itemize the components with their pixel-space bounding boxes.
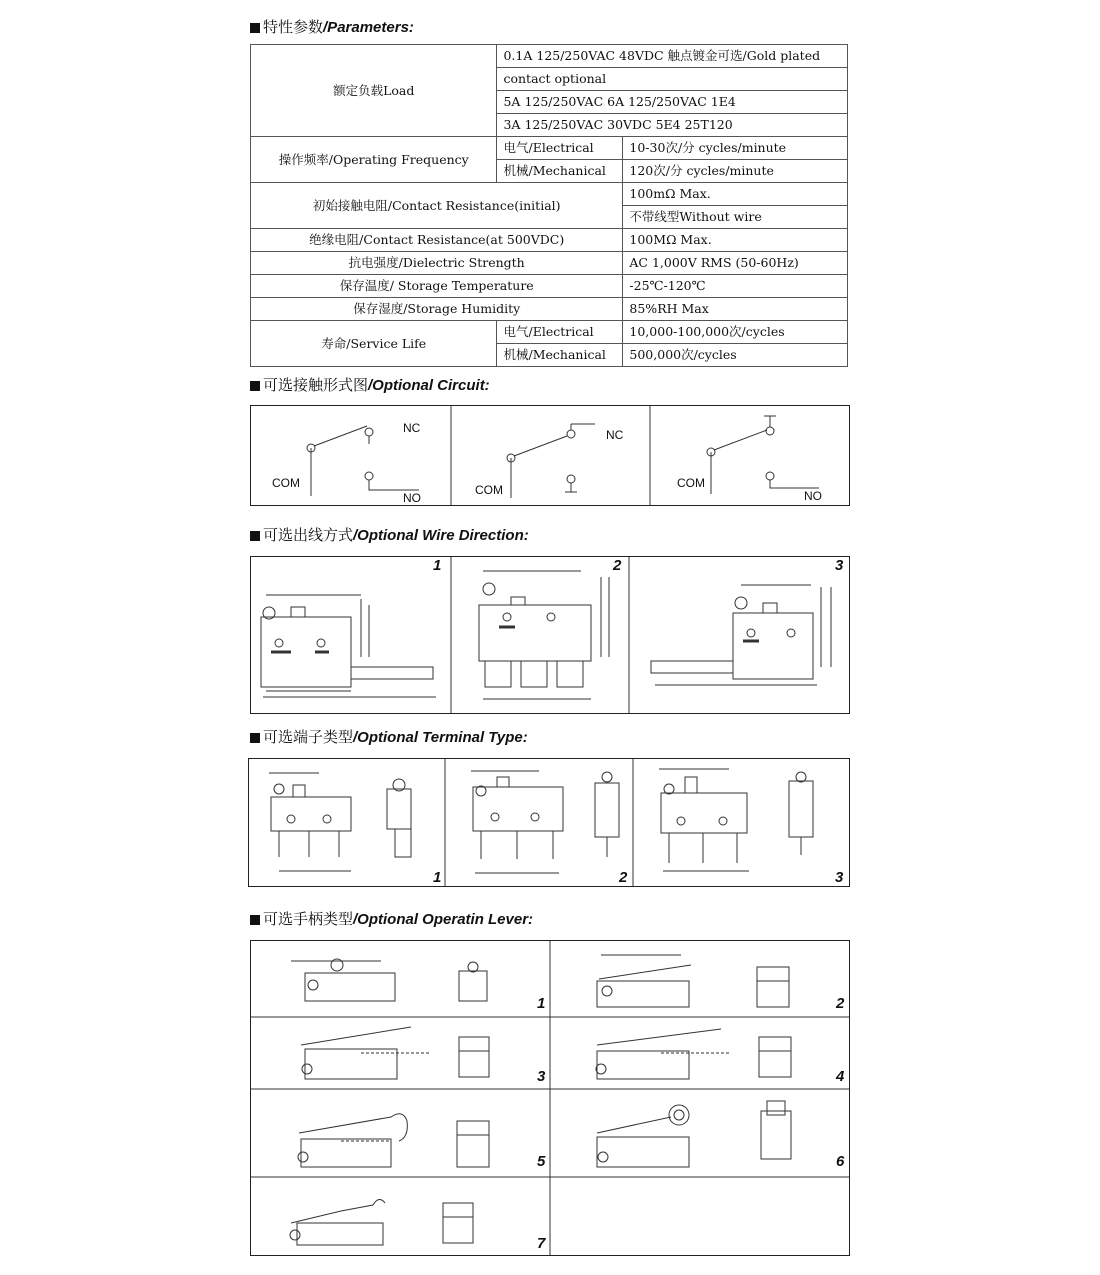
terminal-option-number-1: 1 [433,869,442,886]
com-label-2: COM [475,483,503,497]
humidity-label: 保存湿度/Storage Humidity [251,298,623,321]
lever-option-number-6: 6 [836,1153,845,1170]
wire-drawing-1 [261,595,436,697]
contact-resistance-value1: 100mΩ Max. [623,183,848,206]
wire-option-number-1: 1 [433,557,442,574]
lever-type-panel [250,940,850,1256]
terminal-option-number-3: 3 [835,869,844,886]
lever-drawing-7 [290,1199,473,1245]
lever-drawing-2 [597,955,789,1007]
life-elec-label: 电气/Electrical [497,321,623,344]
lever-drawing-4 [596,1029,791,1079]
temperature-label: 保存温度/ Storage Temperature [251,275,623,298]
square-bullet-icon [250,733,260,743]
life-mech-value: 500,000次/cycles [623,344,848,367]
terminal-drawings [249,759,849,886]
lever-drawing-5 [298,1114,489,1167]
load-line2: contact optional [497,68,848,91]
square-bullet-icon [250,915,260,925]
temperature-value: -25℃-120℃ [623,275,848,298]
contact-resistance-label: 初始接触电阻/Contact Resistance(initial) [251,183,623,229]
load-line3: 5A 125/250VAC 6A 125/250VAC 1E4 [497,91,848,114]
freq-elec-value: 10-30次/分 cycles/minute [623,137,848,160]
section-title-parameters: 特性参数/Parameters: [250,16,414,37]
circuit-diagrams [251,406,849,505]
freq-mech-label: 机械/Mechanical [497,160,623,183]
life-mech-label: 机械/Mechanical [497,344,623,367]
square-bullet-icon [250,531,260,541]
lever-drawing-1 [291,959,487,1001]
circuit-diagram-2 [507,424,595,498]
wire-drawing-2 [479,571,609,699]
no-label-1: NO [403,491,421,505]
dielectric-label: 抗电强度/Dielectric Strength [251,252,623,275]
lever-drawing-6 [597,1101,791,1167]
section-title-terminal: 可选端子类型/Optional Terminal Type: [250,726,528,747]
lever-option-number-7: 7 [537,1235,546,1252]
lever-drawings [251,941,849,1255]
life-label: 寿命/Service Life [251,321,497,367]
freq-elec-label: 电气/Electrical [497,137,623,160]
section-title-wire: 可选出线方式/Optional Wire Direction: [250,524,529,545]
lever-option-number-1: 1 [537,995,546,1012]
square-bullet-icon [250,381,260,391]
terminal-drawing-3 [659,769,813,871]
insulation-label: 绝缘电阻/Contact Resistance(at 500VDC) [251,229,623,252]
terminal-drawing-2 [471,771,619,873]
terminal-drawing-1 [269,773,411,871]
terminal-option-number-2: 2 [619,869,628,886]
humidity-value: 85%RH Max [623,298,848,321]
wire-option-number-3: 3 [835,557,844,574]
freq-mech-value: 120次/分 cycles/minute [623,160,848,183]
lever-option-number-3: 3 [537,1068,546,1085]
terminal-type-panel [248,758,850,887]
circuit-diagram-1 [307,426,419,496]
load-line1: 0.1A 125/250VAC 48VDC 触点镀金可选/Gold plated [497,45,848,68]
lever-option-number-2: 2 [836,995,845,1012]
life-elec-value: 10,000-100,000次/cycles [623,321,848,344]
nc-label-1: NC [403,421,421,435]
no-label-3: NO [804,489,822,503]
load-label: 额定负载Load [251,45,497,137]
lever-drawing-3 [301,1027,489,1079]
dielectric-value: AC 1,000V RMS (50-60Hz) [623,252,848,275]
wire-drawing-3 [651,585,831,685]
insulation-value: 100MΩ Max. [623,229,848,252]
nc-label-2: NC [606,428,624,442]
circuit-panel [250,405,850,506]
section-title-lever: 可选手柄类型/Optional Operatin Lever: [250,908,533,929]
com-label-1: COM [272,476,300,490]
parameters-table [250,44,848,367]
circuit-diagram-3 [707,416,819,494]
lever-option-number-4: 4 [836,1068,845,1085]
wire-option-number-2: 2 [613,557,622,574]
wire-drawings [251,557,849,713]
load-line4: 3A 125/250VAC 30VDC 5E4 25T120 [497,114,848,137]
freq-label: 操作频率/Operating Frequency [251,137,497,183]
square-bullet-icon [250,23,260,33]
lever-option-number-5: 5 [537,1153,546,1170]
section-title-circuit: 可选接触形式图/Optional Circuit: [250,374,490,395]
wire-direction-panel [250,556,850,714]
contact-resistance-value2: 不带线型Without wire [623,206,848,229]
com-label-3: COM [677,476,705,490]
